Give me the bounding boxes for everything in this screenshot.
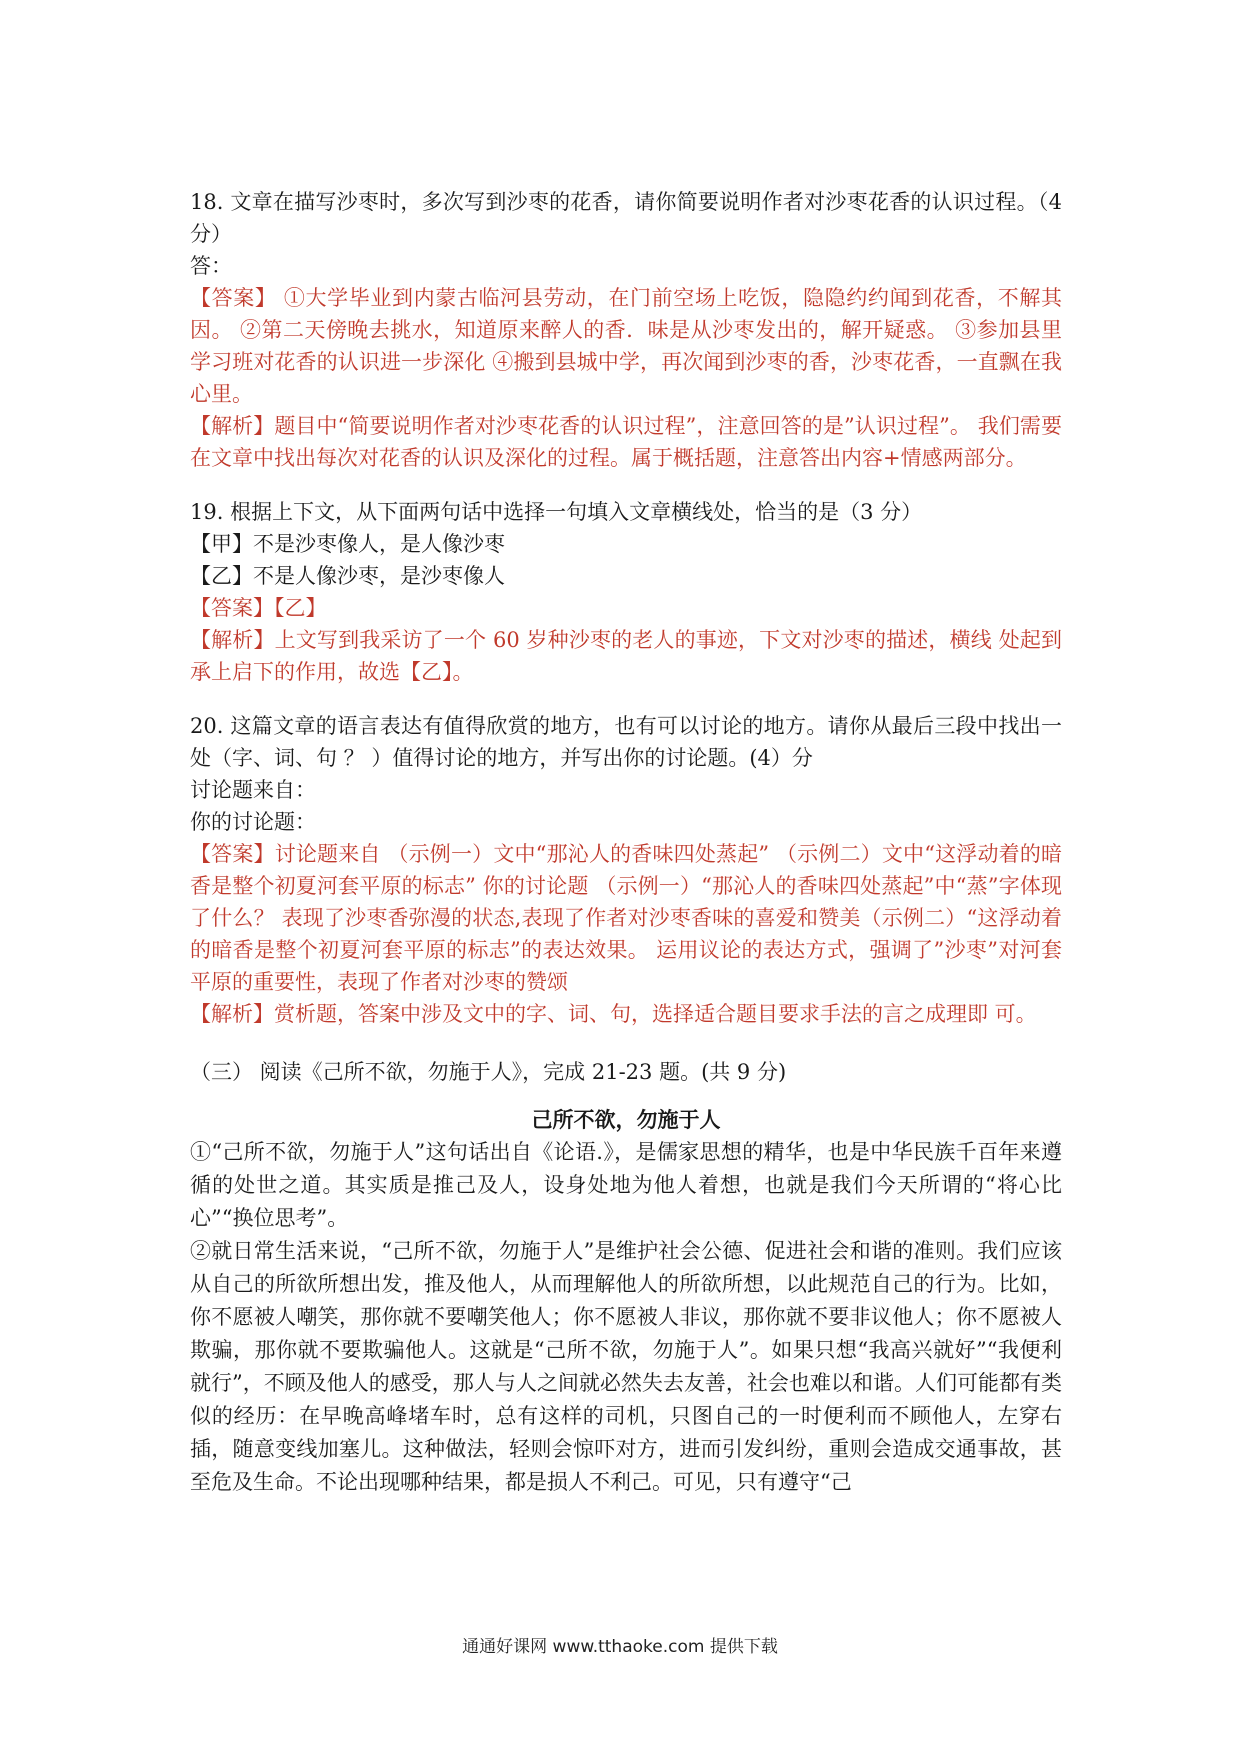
q19-option-a: 【甲】不是沙枣像人，是人像沙枣	[190, 532, 505, 556]
q20-answer: 【答案】讨论题来自 （示例一）文中“那沁人的香味四处蒸起” （示例二）文中“这浮动着的暗香是整个初夏河套平原的标志” 你的讨论题 （示例一）“那沁人的香味四处蒸起”中“蒸”字体现了什么？ 表现了沙枣香弥漫的状态,表现了作者对沙枣香味的喜爱和赞美（示例二）“这浮动着的暗香是整个初夏河套平原的标志”的表达效果。 运用议论的表达方式，强调了”沙枣”对河套平原的重要性，表现了作者对沙枣的赞颂	[190, 842, 1062, 994]
article-para-2: ②就日常生活来说，“己所不欲，勿施于人”是维护社会公德、促进社会和谐的准则。我们应该从自己的所欲所想出发，推及他人，从而理解他人的所欲所想，以此规范自己的行为。比如，你不愿被人嘲笑，那你就不要嘲笑他人；你不愿被人非议，那你就不要非议他人；你不愿被人欺骗，那你就不要欺骗他人。这就是“己所不欲，勿施于人”。如果只想“我高兴就好”“我便利就行”，不顾及他人的感受，那人与人之间就必然失去友善，社会也难以和谐。人们可能都有类似的经历：在早晚高峰堵车时，总有这样的司机，只图自己的一时便利而不顾他人，左穿右插，随意变线加塞儿。这种做法，轻则会惊吓对方，进而引发纠纷，重则会造成交通事故，甚至危及生命。不论出现哪种结果，都是损人不利己。可见，只有遵守“己	[190, 1239, 1062, 1494]
q20-source-prompt: 讨论题来自：	[190, 778, 316, 802]
document-body	[190, 186, 1062, 1499]
q18-answer-prompt: 答：	[190, 254, 232, 278]
q18-analysis: 【解析】题目中“简要说明作者对沙枣花香的认识过程”，注意回答的是”认识过程”。 我们需要在文章中找出每次对花香的认识及深化的过程。属于概括题，注意答出内容+情感两部分。	[190, 414, 1062, 470]
section3-intro: （三） 阅读《己所不欲，勿施于人》，完成 21-23 题。(共 9 分)	[190, 1060, 787, 1084]
q19-option-b: 【乙】不是人像沙枣，是沙枣像人	[190, 564, 505, 588]
article-para-1: ①“己所不欲，勿施于人”这句话出自《论语.》，是儒家思想的精华，也是中华民族千百年来遵循的处世之道。其实质是推己及人，设身处地为他人着想，也就是我们今天所谓的“将心比心”“换位思考”。	[190, 1140, 1062, 1230]
q20-analysis: 【解析】赏析题，答案中涉及文中的字、词、句，选择适合题目要求手法的言之成理即 可。	[190, 1002, 1037, 1026]
q20-question: 20. 这篇文章的语言表达有值得欣赏的地方，也有可以讨论的地方。请你从最后三段中找出一处（字、词、句 ？ ）值得讨论的地方，并写出你的讨论题。(4）分	[190, 714, 1062, 770]
q18-answer: 【答案】 ①大学毕业到内蒙古临河县劳动，在门前空场上吃饭，隐隐约约闻到花香，不解其因。 ②第二天傍晚去挑水，知道原来醉人的香．味是从沙枣发出的，解开疑惑。 ③参加县里学习班对花香的认识进一步深化 ④搬到县城中学，再次闻到沙枣的香，沙枣花香，一直飘在我心里。	[190, 286, 1062, 406]
q19-analysis: 【解析】上文写到我采访了一个 60 岁种沙枣的老人的事迹，下文对沙枣的描述，横线 处起到承上启下的作用，故选【乙】。	[190, 628, 1062, 684]
q18-question: 18. 文章在描写沙枣时，多次写到沙枣的花香，请你简要说明作者对沙枣花香的认识过程。（4 分）	[190, 190, 1062, 246]
q19-answer: 【答案】【乙】	[190, 596, 327, 620]
q20-topic-prompt: 你的讨论题：	[190, 810, 316, 834]
q19-question: 19. 根据上下文，从下面两句话中选择一句填入文章横线处，恰当的是（3 分）	[190, 500, 923, 524]
page-footer: 通通好课网 www.tthaoke.com 提供下载	[462, 1637, 778, 1657]
article-title: 己所不欲，勿施于人	[531, 1108, 721, 1132]
